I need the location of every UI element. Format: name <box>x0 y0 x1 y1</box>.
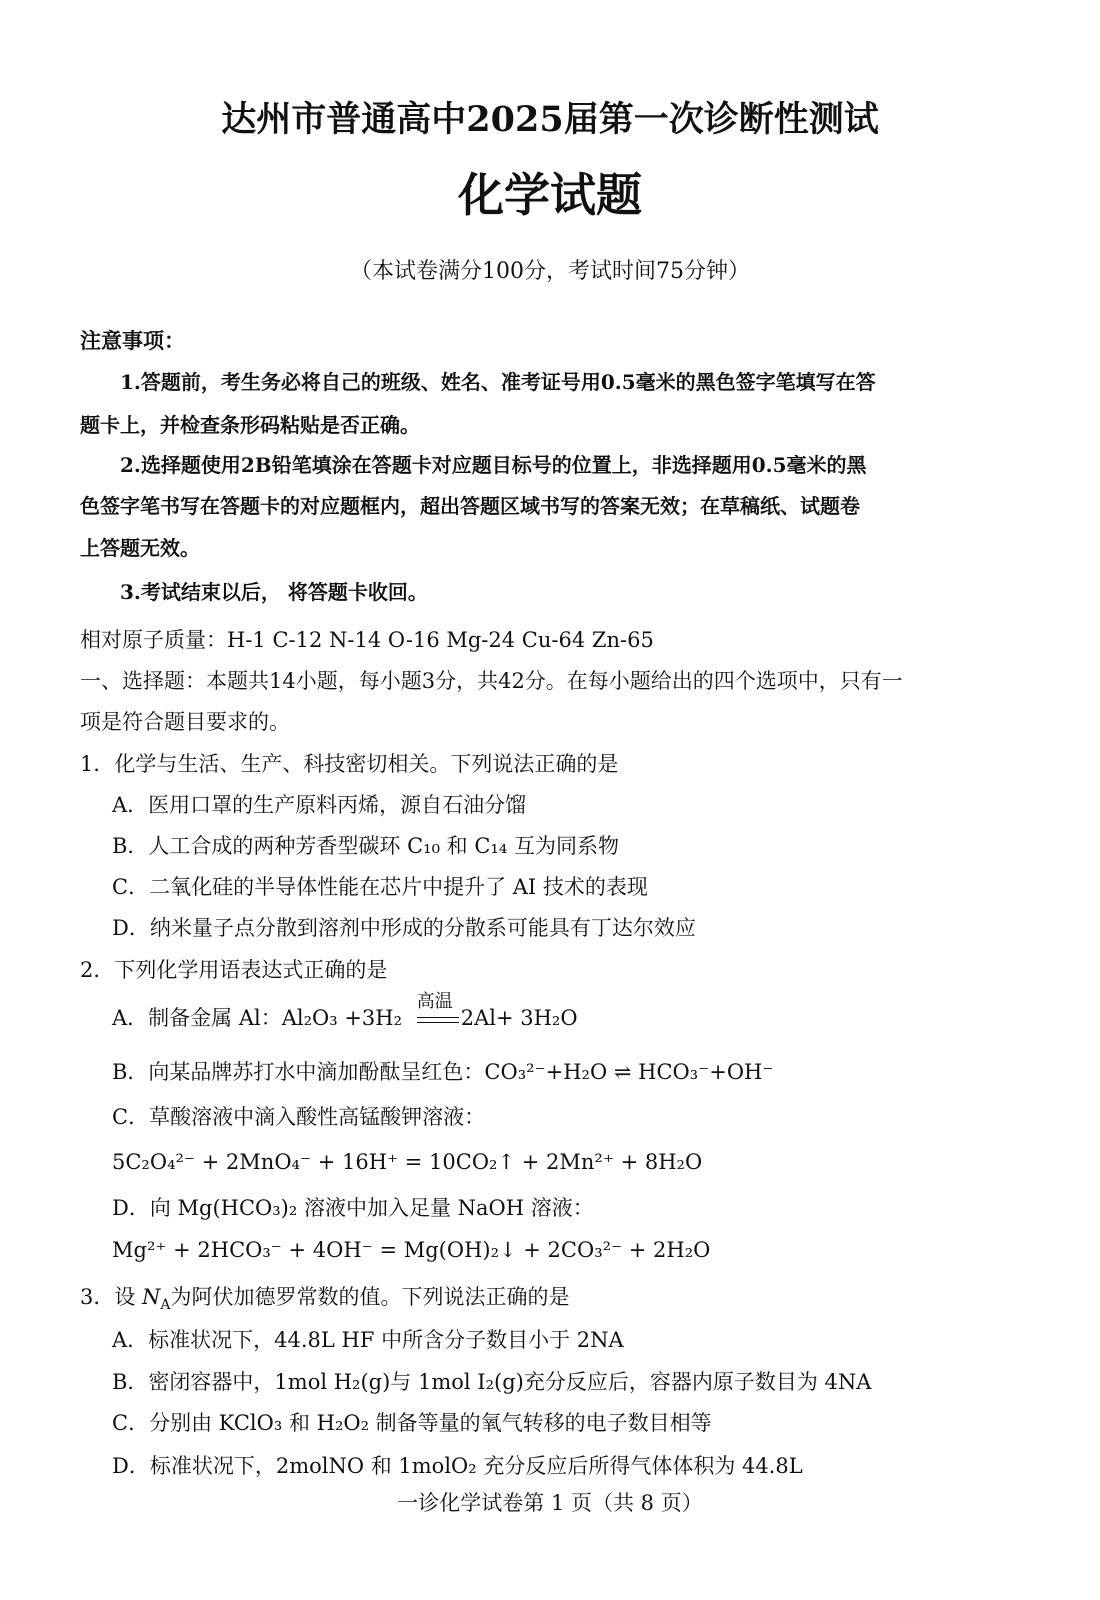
stem-sub: A <box>160 1297 171 1314</box>
question-option: B．人工合成的两种芳香型碳环 C₁₀ 和 C₁₄ 互为同系物 <box>112 834 619 858</box>
question-option: C．分别由 KClO₃ 和 H₂O₂ 制备等量的氧气转移的电子数目相等 <box>112 1411 712 1435</box>
exam-subject: 化学试题 <box>458 168 642 222</box>
note-line: 色签字笔书写在答题卡的对应题框内，超出答题区域书写的答案无效；在草稿纸、试题卷 <box>80 494 860 518</box>
question-option: D．纳米量子点分散到溶剂中形成的分散系可能具有丁达尔效应 <box>112 916 696 940</box>
exam-info: （本试卷满分100分，考试时间75分钟） <box>350 259 750 284</box>
reaction-condition <box>416 991 459 1032</box>
question-option: D．标准状况下，2molNO 和 1molO₂ 充分反应后所得气体体积为 44.8L <box>112 1454 803 1478</box>
note-line: 题卡上，并检查条形码粘贴是否正确。 <box>80 413 420 437</box>
question-stem: 1．化学与生活、生产、科技密切相关。下列说法正确的是 <box>80 752 619 776</box>
question-option: A．标准状况下，44.8L HF 中所含分子数目小于 2NA <box>112 1328 624 1352</box>
option-a-text: A．制备金属 Al：Al₂O₃ +3H₂ <box>112 1006 403 1030</box>
question-option: D．向 Mg(HCO₃)₂ 溶液中加入足量 NaOH 溶液： <box>112 1196 594 1220</box>
double-line-equals <box>417 1017 459 1023</box>
question-stem <box>80 1283 570 1319</box>
atomic-masses: 相对原子质量：H-1 C-12 N-14 O-16 Mg-24 Cu-64 Zn-65 <box>80 628 654 652</box>
note-line: 2.选择题使用2B铅笔填涂在答题卡对应题目标号的位置上，非选择题用0.5毫米的黑 <box>120 453 867 477</box>
note-line: 上答题无效。 <box>80 536 200 560</box>
question-option: C．二氧化硅的半导体性能在芯片中提升了 AI 技术的表现 <box>112 875 648 899</box>
stem-rest: 为阿伏加德罗常数的值。下列说法正确的是 <box>170 1285 570 1309</box>
question-stem: 2．下列化学用语表达式正确的是 <box>80 958 388 982</box>
question-option: C．草酸溶液中滴入酸性高锰酸钾溶液： <box>112 1105 486 1129</box>
page-footer: 一诊化学试卷第 1 页（共 8 页） <box>397 1491 703 1515</box>
exam-title: 达州市普通高中2025届第一次诊断性测试 <box>221 99 879 140</box>
section-heading: 项是符合题目要求的。 <box>80 710 290 734</box>
question-option: A．医用口罩的生产原料丙烯，源自石油分馏 <box>112 793 527 817</box>
equation: Mg²⁺ + 2HCO₃⁻ + 4OH⁻ = Mg(OH)₂↓ + 2CO₃²⁻ + 2H₂O <box>112 1238 711 1262</box>
equation: 5C₂O₄²⁻ + 2MnO₄⁻ + 16H⁺ = 10CO₂↑ + 2Mn²⁺ + 8H₂O <box>112 1150 703 1174</box>
notes-heading: 注意事项： <box>80 328 185 353</box>
question-option: B．向某品牌苏打水中滴加酚酞呈红色：CO₃²⁻+H₂O ⇌ HCO₃⁻+OH⁻ <box>112 1060 774 1084</box>
section-heading: 一、选择题：本题共14小题，每小题3分，共42分。在每小题给出的四个选项中，只有一 <box>80 669 903 693</box>
question-option: B．密闭容器中，1mol H₂(g)与 1mol I₂(g)充分反应后，容器内原子数目为 4NA <box>112 1370 872 1394</box>
stem-prefix: 3．设 <box>80 1285 143 1309</box>
condition-label: 高温 <box>416 991 453 1012</box>
note-line: 3.考试结束以后， 将答题卡收回。 <box>120 580 428 604</box>
question-option <box>112 991 578 1032</box>
note-line: 1.答题前，考生务必将自己的班级、姓名、准考证号用0.5毫米的黑色签字笔填写在答 <box>120 370 876 394</box>
option-a-products: 2Al+ 3H₂O <box>460 1006 578 1030</box>
stem-var: N <box>142 1285 161 1309</box>
